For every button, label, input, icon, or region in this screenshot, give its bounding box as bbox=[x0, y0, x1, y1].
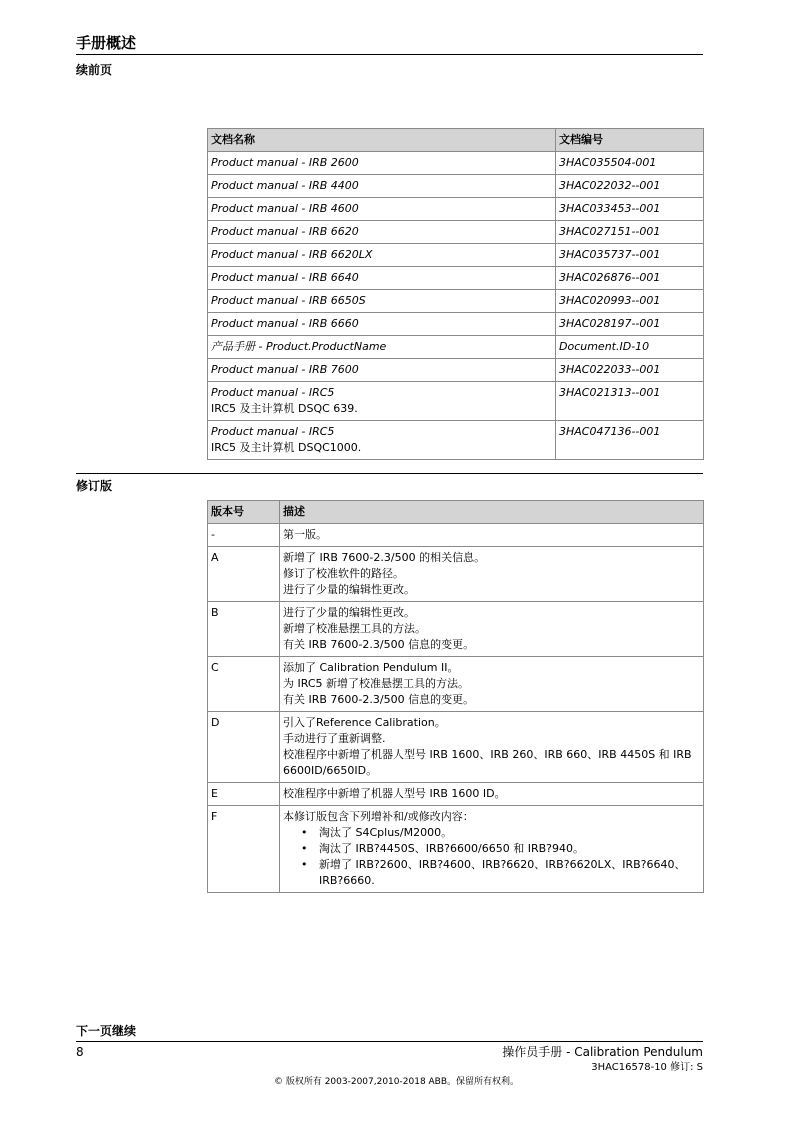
doc-id-cell: 3HAC035737--001 bbox=[556, 244, 704, 267]
table-row bbox=[208, 421, 704, 460]
column-header-version: 版本号 bbox=[208, 501, 280, 524]
revision-description-cell bbox=[280, 602, 704, 657]
table-row bbox=[208, 290, 704, 313]
doc-name-cell bbox=[208, 267, 556, 290]
doc-id-cell: 3HAC021313--001 bbox=[556, 382, 704, 421]
doc-id-cell: 3HAC047136--001 bbox=[556, 421, 704, 460]
revision-description-line: 进行了少量的编辑性更改。 bbox=[283, 606, 415, 619]
revision-description-line: 校准程序中新增了机器人型号 IRB 1600、IRB 260、IRB 660、IRB 4450S 和 IRB 6600ID/6650ID。 bbox=[283, 748, 692, 777]
revision-description-line: 新增了 IRB 7600-2.3/500 的相关信息。 bbox=[283, 551, 486, 564]
documents-table bbox=[207, 128, 704, 460]
doc-name: Product manual - IRB 4400 bbox=[211, 179, 359, 192]
doc-name: Product manual - IRB 6660 bbox=[211, 317, 359, 330]
revisions-table-header bbox=[208, 501, 704, 524]
doc-id-cell: Document.ID-10 bbox=[556, 336, 704, 359]
doc-name: Product manual - IRB 2600 bbox=[211, 156, 359, 169]
table-row bbox=[208, 152, 704, 175]
table-row bbox=[208, 359, 704, 382]
revision-description-line: 新增了校准悬摆工具的方法。 bbox=[283, 622, 426, 635]
page-header-title: 手册概述 bbox=[76, 34, 137, 52]
doc-name: Product manual - IRB 4600 bbox=[211, 202, 359, 215]
manual-title: 操作员手册 - Calibration Pendulum bbox=[502, 1045, 703, 1059]
doc-id-cell: 3HAC028197--001 bbox=[556, 313, 704, 336]
table-row bbox=[208, 382, 704, 421]
revision-description-line: 校准程序中新增了机器人型号 IRB 1600 ID。 bbox=[283, 787, 506, 800]
doc-name-cell bbox=[208, 336, 556, 359]
revision-description-line: 手动进行了重新调整. bbox=[283, 732, 386, 745]
list-item: • 淘汰了 S4Cplus/M2000。 bbox=[301, 825, 700, 841]
revision-description-line: 有关 IRB 7600-2.3/500 信息的变更。 bbox=[283, 693, 475, 706]
revision-version-cell: E bbox=[208, 783, 280, 806]
list-item: • 淘汰了 IRB?4450S、IRB?6600/6650 和 IRB?940。 bbox=[301, 841, 700, 857]
table-row bbox=[208, 602, 704, 657]
revision-version-cell: F bbox=[208, 806, 280, 893]
doc-name-cell bbox=[208, 152, 556, 175]
column-header-doc-name: 文档名称 bbox=[208, 129, 556, 152]
revision-description-cell bbox=[280, 783, 704, 806]
doc-name-cell bbox=[208, 359, 556, 382]
doc-name-cell bbox=[208, 313, 556, 336]
revision-version-cell: - bbox=[208, 524, 280, 547]
doc-name-cell bbox=[208, 175, 556, 198]
table-row bbox=[208, 313, 704, 336]
doc-name-cell bbox=[208, 221, 556, 244]
doc-id-cell: 3HAC027151--001 bbox=[556, 221, 704, 244]
footer-divider bbox=[76, 1041, 703, 1042]
revision-description-line: 第一版。 bbox=[283, 528, 327, 541]
revision-version-cell: A bbox=[208, 547, 280, 602]
doc-id-cell: 3HAC035504-001 bbox=[556, 152, 704, 175]
revision-description-line: 为 IRC5 新增了校准悬摆工具的方法。 bbox=[283, 677, 470, 690]
revisions-section-title: 修订版 bbox=[76, 479, 113, 493]
doc-name: Product manual - IRB 6620 bbox=[211, 225, 359, 238]
copyright-notice: © 版权所有 2003-2007,2010-2018 ABB。保留所有权利。 bbox=[273, 1077, 520, 1087]
document-revision: 3HAC16578-10 修订: S bbox=[591, 1062, 703, 1073]
documents-table-header bbox=[208, 129, 704, 152]
revision-description-line: 进行了少量的编辑性更改。 bbox=[283, 583, 415, 596]
doc-name: Product manual - IRB 6640 bbox=[211, 271, 359, 284]
doc-name-cell bbox=[208, 198, 556, 221]
revisions-table bbox=[207, 500, 704, 893]
doc-id-cell: 3HAC020993--001 bbox=[556, 290, 704, 313]
revision-description-line: 有关 IRB 7600-2.3/500 信息的变更。 bbox=[283, 638, 475, 651]
revision-version-cell: B bbox=[208, 602, 280, 657]
continued-from-label: 续前页 bbox=[76, 63, 113, 77]
header-divider bbox=[76, 54, 703, 55]
revision-description-line: 修订了校准软件的路径。 bbox=[283, 567, 404, 580]
revision-bullet-list bbox=[283, 825, 700, 889]
doc-name-cell bbox=[208, 382, 556, 421]
revision-description-cell bbox=[280, 657, 704, 712]
table-row bbox=[208, 336, 704, 359]
doc-name-note: IRC5 及主计算机 DSQC1000. bbox=[211, 441, 362, 454]
table-row bbox=[208, 175, 704, 198]
revision-description-line: 添加了 Calibration Pendulum II。 bbox=[283, 661, 459, 674]
table-row bbox=[208, 657, 704, 712]
revision-version-cell: C bbox=[208, 657, 280, 712]
table-row bbox=[208, 547, 704, 602]
page-number: 8 bbox=[76, 1045, 84, 1059]
table-row bbox=[208, 524, 704, 547]
table-row bbox=[208, 267, 704, 290]
continued-on-label: 下一页继续 bbox=[76, 1024, 137, 1038]
doc-name: Product manual - IRB 7600 bbox=[211, 363, 359, 376]
column-header-description: 描述 bbox=[280, 501, 704, 524]
revision-description-line: 引入了Reference Calibration。 bbox=[283, 716, 446, 729]
revision-description-line: 本修订版包含下列增补和/或修改内容： bbox=[283, 810, 474, 823]
doc-id-cell: 3HAC022032--001 bbox=[556, 175, 704, 198]
doc-name-note: IRC5 及主计算机 DSQC 639. bbox=[211, 402, 358, 415]
doc-id-cell: 3HAC022033--001 bbox=[556, 359, 704, 382]
list-item: • 新增了 IRB?2600、IRB?4600、IRB?6620、IRB?6620LX、IRB?6640、IRB?6660. bbox=[301, 857, 700, 889]
doc-name-cell bbox=[208, 244, 556, 267]
revision-description-cell bbox=[280, 712, 704, 783]
doc-name: 产品手册 - Product.ProductName bbox=[211, 340, 387, 353]
table-row bbox=[208, 244, 704, 267]
doc-name-cell bbox=[208, 421, 556, 460]
table-row bbox=[208, 198, 704, 221]
doc-name: Product manual - IRB 6620LX bbox=[211, 248, 373, 261]
doc-name: Product manual - IRC5 bbox=[211, 386, 335, 399]
column-header-doc-id: 文档编号 bbox=[556, 129, 704, 152]
table-row bbox=[208, 712, 704, 783]
table-row bbox=[208, 221, 704, 244]
revision-version-cell: D bbox=[208, 712, 280, 783]
table-row bbox=[208, 806, 704, 893]
doc-name-cell bbox=[208, 290, 556, 313]
doc-name: Product manual - IRC5 bbox=[211, 425, 335, 438]
doc-name: Product manual - IRB 6650S bbox=[211, 294, 366, 307]
doc-id-cell: 3HAC026876--001 bbox=[556, 267, 704, 290]
revision-description-cell bbox=[280, 806, 704, 893]
table-row bbox=[208, 783, 704, 806]
section-divider bbox=[76, 473, 703, 474]
doc-id-cell: 3HAC033453--001 bbox=[556, 198, 704, 221]
revision-description-cell bbox=[280, 547, 704, 602]
revision-description-cell bbox=[280, 524, 704, 547]
